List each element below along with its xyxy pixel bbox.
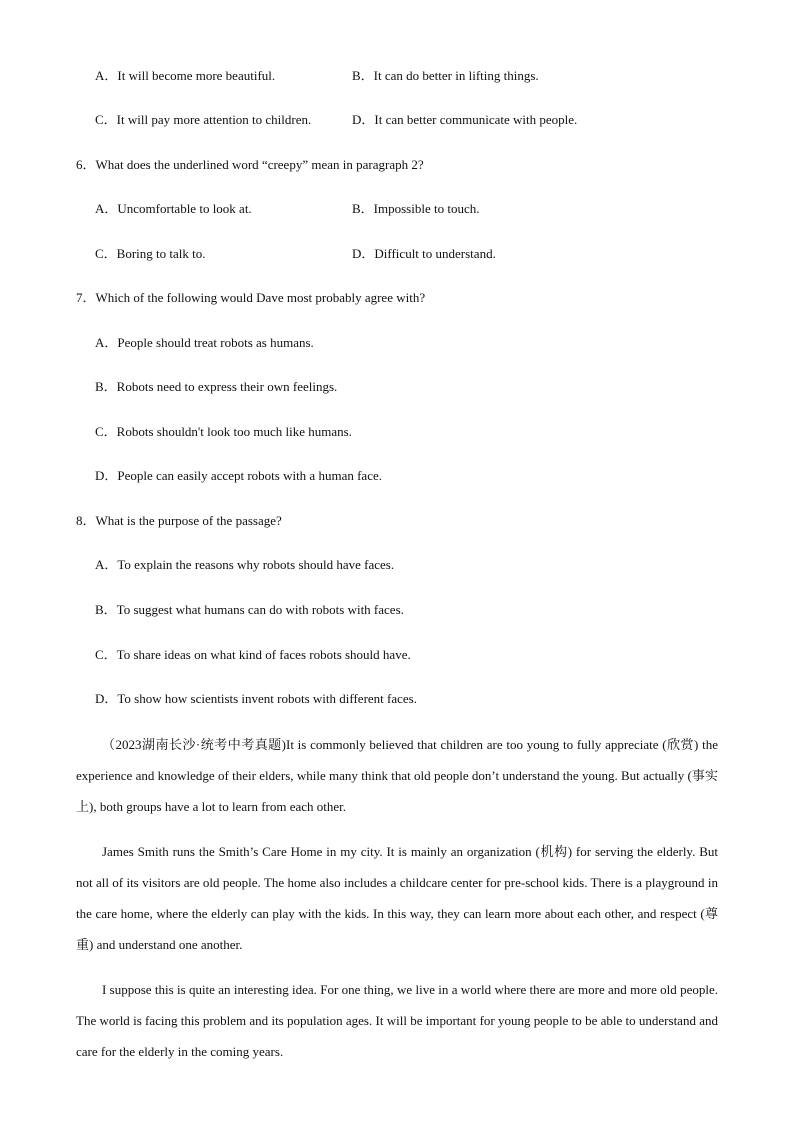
q5-option-a: A．It will become more beautiful. [95,68,276,83]
passage-paragraph-1: （2023湖南长沙·统考中考真题)It is commonly believed that children are too young to fully appreciate (欣赏) the experience and knowledge of their elders, while many think that old people don’t understand the young. But actually (事实上), both groups have a lot to learn from each other. [76,737,718,814]
q8-stem: 8．What is the purpose of the passage? [76,513,282,528]
q8-option-c: C．To share ideas on what kind of faces robots should have. [95,647,411,662]
q8-option-d: D．To show how scientists invent robots with different faces. [95,691,417,706]
passage-paragraph-2: James Smith runs the Smith’s Care Home in my city. It is mainly an organization (机构) for serving the elderly. But not all of its visitors are old people. The home also includes a childcare center for pre-school kids. There is a playground in the care home, where the elderly can play with the kids. In this way, they can learn more about each other, and respect (尊重) and understand one another. [76,844,718,952]
passage-paragraph-3: I suppose this is quite an interesting idea. For one thing, we live in a world where there are more and more old people. The world is facing this problem and its population ages. It will be important for young people to be able to understand and care for the elderly in the coming years. [76,982,718,1059]
q7-option-b: B．Robots need to express their own feelings. [95,379,338,394]
q5-option-c: C．It will pay more attention to children. [95,112,312,127]
q7-option-d: D．People can easily accept robots with a human face. [95,468,382,483]
q7-stem: 7．Which of the following would Dave most probably agree with? [76,290,426,305]
q5-option-b: B．It can do better in lifting things. [352,68,539,83]
q6-option-a: A．Uncomfortable to look at. [95,201,252,216]
q6-stem: 6．What does the underlined word “creepy” mean in paragraph 2? [76,157,424,172]
q6-option-c: C．Boring to talk to. [95,246,206,261]
q6-option-b: B．Impossible to touch. [352,201,480,216]
q7-option-c: C．Robots shouldn't look too much like humans. [95,424,352,439]
q8-option-a: A．To explain the reasons why robots should have faces. [95,557,395,572]
q8-option-b: B．To suggest what humans can do with robots with faces. [95,602,404,617]
q6-option-d: D．Difficult to understand. [352,246,496,261]
q7-option-a: A．People should treat robots as humans. [95,335,314,350]
q5-option-d: D．It can better communicate with people. [352,112,578,127]
